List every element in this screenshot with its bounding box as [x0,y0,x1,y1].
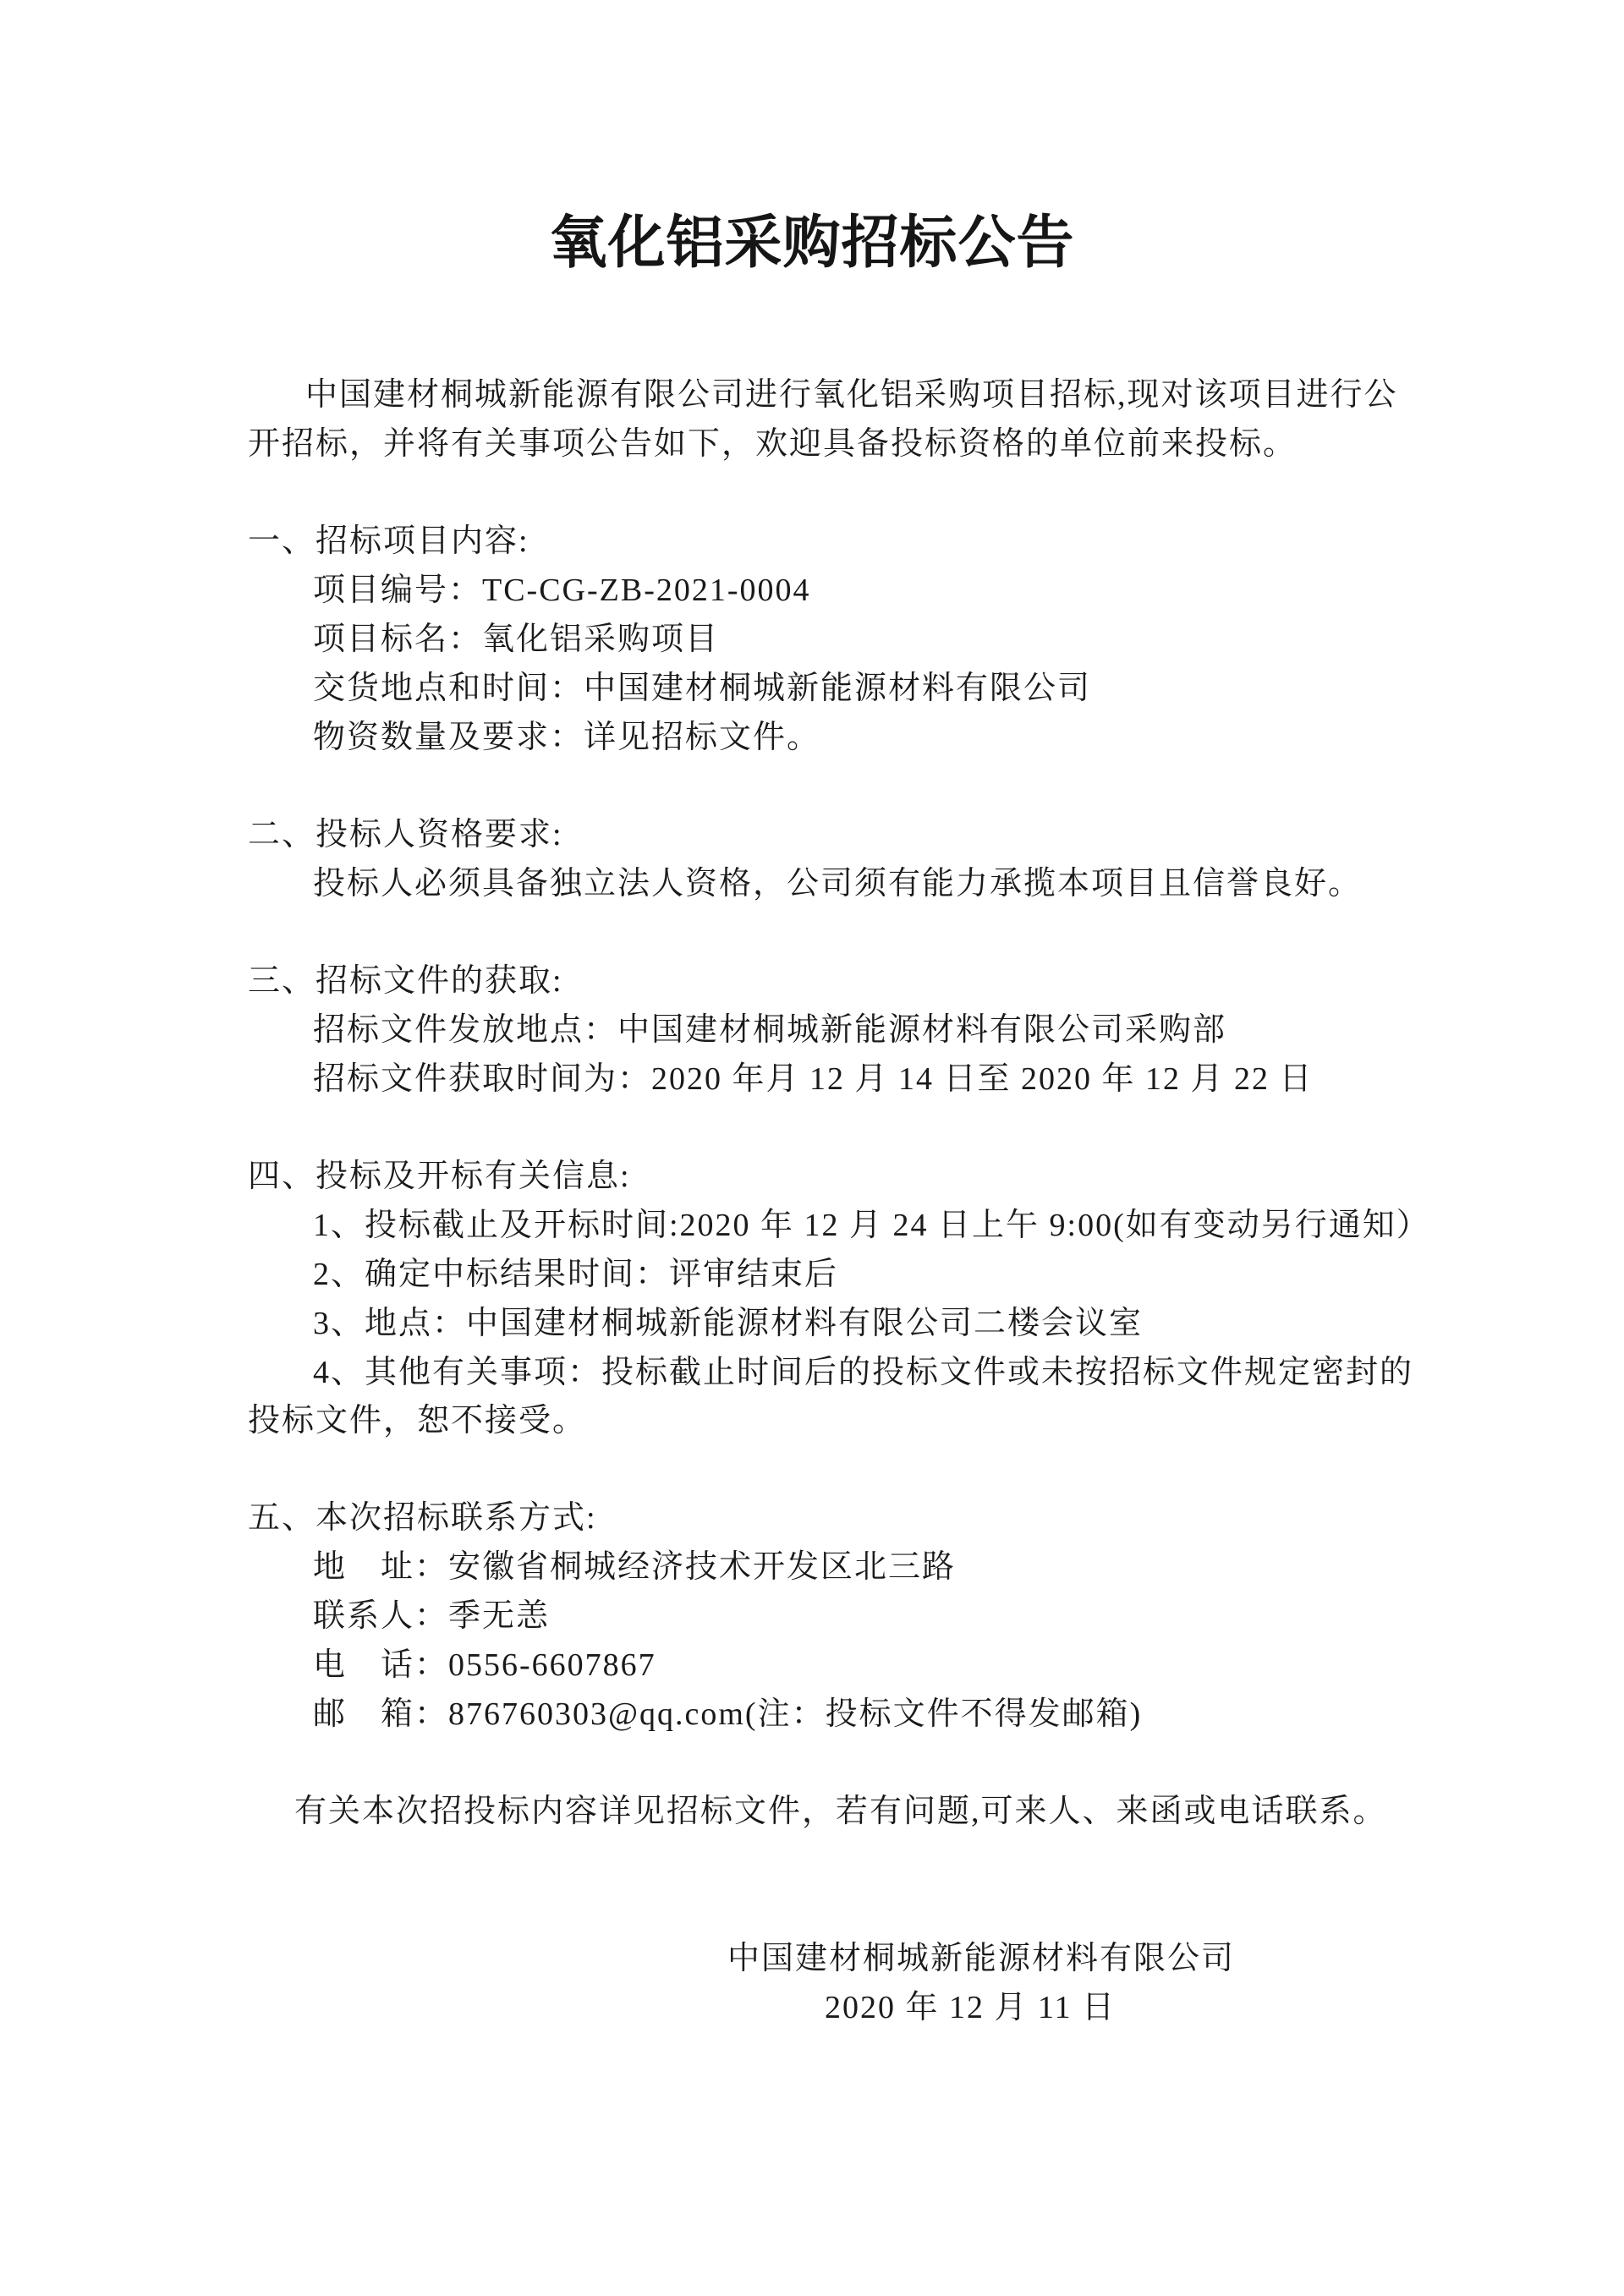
bid-opening-location-line: 3、地点：中国建材桐城新能源材料有限公司二楼会议室 [313,1306,1144,1341]
section-2-heading: 二、投标人资格要求: [248,817,563,852]
document-title: 氧化铝采购招标公告 [549,211,1075,275]
result-confirmation-time-line: 2、确定中标结果时间：评审结束后 [313,1257,839,1292]
bid-deadline-line: 1、投标截止及开标时间:2020 年 12 月 24 日上午 9:00(如有变动另行通知） [313,1208,1430,1243]
closing-note: 有关本次招投标内容详见招标文件，若有问题,可来人、来函或电话联系。 [294,1794,1387,1829]
section-1-heading: 一、招标项目内容: [248,523,529,559]
section-3-heading: 三、招标文件的获取: [248,963,563,999]
contact-email-line: 邮 箱：876760303@qq.com(注：投标文件不得发邮箱) [313,1696,1143,1732]
other-matters-line: 4、其他有关事项：投标截止时间后的投标文件或未按招标文件规定密封的 [313,1355,1414,1390]
delivery-location-line: 交货地点和时间：中国建材桐城新能源材料有限公司 [313,671,1092,706]
section-4-heading: 四、投标及开标有关信息: [248,1159,631,1194]
project-name-line: 项目标名：氧化铝采购项目 [313,622,720,657]
contact-phone-line: 电 话：0556-6607867 [313,1647,656,1683]
intro-paragraph-line-1: 中国建材桐城新能源有限公司进行氧化铝采购项目招标,现对该项目进行公 [305,377,1398,413]
signature-date: 2020 年 12 月 11 日 [825,1990,1116,2025]
signature-company: 中国建材桐城新能源材料有限公司 [727,1941,1236,1976]
section-5-heading: 五、本次招标联系方式: [248,1500,597,1536]
quantity-requirements-line: 物资数量及要求：详见招标文件。 [313,720,821,755]
project-number-line: 项目编号：TC-CG-ZB-2021-0004 [313,573,811,608]
intro-paragraph-line-2: 开招标，并将有关事项公告如下，欢迎具备投标资格的单位前来投标。 [248,426,1298,462]
contact-person-line: 联系人：季无恙 [313,1598,551,1634]
other-matters-wrap-line: 投标文件，恕不接受。 [248,1403,587,1438]
contact-address-line: 地 址：安徽省桐城经济技术开发区北三路 [313,1549,957,1585]
document-distribution-location-line: 招标文件发放地点：中国建材桐城新能源材料有限公司采购部 [313,1012,1227,1048]
bidder-qualification-line: 投标人必须具备独立法人资格，公司须有能力承揽本项目且信誉良好。 [313,866,1363,901]
document-obtain-time-line: 招标文件获取时间为：2020 年月 12 月 14 日至 2020 年 12 月 22 日 [313,1061,1314,1097]
